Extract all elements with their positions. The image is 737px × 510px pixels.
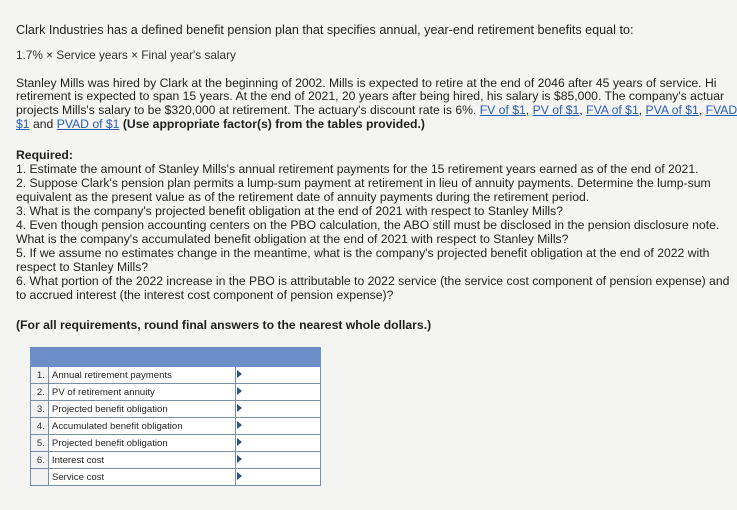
annual-payments-input[interactable] (235, 367, 320, 384)
service-cost-input[interactable] (235, 469, 320, 486)
table-row (31, 469, 321, 486)
row-label: Service cost (48, 469, 235, 486)
req-line-8: respect to Stanley Mills? (16, 260, 149, 274)
table-row (31, 367, 321, 384)
pbo-2021-input[interactable] (235, 401, 320, 418)
fva-of-1-link[interactable]: FVA of $1 (586, 103, 639, 117)
para-line-1: Stanley Mills was hired by Clark at the beginning of 2002. Mills is expected to retire at the end of 2046 after 45 years of service. Hi (16, 76, 717, 90)
req-line-4: 3. What is the company's projected benefit obligation at the end of 2021 with respect to Stanley Mills? (16, 204, 564, 218)
para-line-2: retirement is expected to span 15 years. At the end of 2021, 20 years after being hired, his salary is $85,000. The company's actuar (16, 89, 725, 103)
req-line-3: equivalent as the present value as of the retirement date of annuity payments during the retirement period. (16, 190, 590, 204)
req-line-2: 2. Suppose Clark's pension plan permits a lump-sum payment at retirement in lieu of annuity payments. Determine the lump-sum (16, 176, 711, 190)
required-title: Required: (16, 148, 73, 162)
benefit-formula: 1.7% × Service years × Final year's salary (16, 48, 236, 62)
req-line-7: 5. If we assume no estimates change in the meantime, what is the company's projected benefit obligation at the end of 2022 with (16, 246, 710, 260)
pbo-2022-input[interactable] (235, 435, 320, 452)
para-line-3-text: projects Mills's salary to be $320,000 at retirement. The actuary's discount rate is 6%. (16, 103, 477, 117)
row-label: Interest cost (48, 452, 235, 469)
row-number: 6. (31, 452, 49, 469)
input-arrow-icon (237, 472, 242, 480)
answer-table (30, 347, 321, 486)
fv-of-1-link[interactable]: FV of $1 (479, 103, 526, 117)
header-cell-label (31, 348, 236, 367)
row-number: 2. (31, 384, 49, 401)
fvad-link[interactable]: FVAD (705, 103, 737, 117)
table-row (31, 384, 321, 401)
row-number: 1. (31, 367, 49, 384)
table-row (31, 435, 321, 452)
row-number: 4. (31, 418, 49, 435)
problem-intro: Clark Industries has a defined benefit pension plan that specifies annual, year-end retirement benefits equal to: (16, 23, 634, 37)
req-line-6: What is the company's accumulated benefit obligation at the end of 2021 with respect to Stanley Mills? (16, 232, 569, 246)
row-number (31, 469, 49, 486)
input-arrow-icon (237, 438, 242, 446)
row-label: Projected benefit obligation (48, 401, 235, 418)
pv-of-1-link[interactable]: PV of $1 (532, 103, 580, 117)
header-cell-value (235, 348, 320, 367)
para-line-4 (16, 117, 425, 131)
input-arrow-icon (237, 421, 242, 429)
input-arrow-icon (237, 455, 242, 463)
req-line-1: 1. Estimate the amount of Stanley Mills's annual retirement payments for the 15 retirement years earned as of the end of 2021. (16, 162, 699, 176)
pvad-of-1-link[interactable]: PVAD of $1 (56, 117, 120, 131)
table-row (31, 452, 321, 469)
factor-instruction: (Use appropriate factor(s) from the tables provided.) (122, 117, 425, 131)
abo-input[interactable] (235, 418, 320, 435)
para-line-3: projects Mills's salary to be $320,000 at retirement. The actuary's discount rate is 6%. FV of $1, PV of $1, FVA of $1, PVA of $1, FVAD (16, 103, 737, 117)
pva-of-1-link[interactable]: PVA of $1 (645, 103, 699, 117)
row-number: 5. (31, 435, 49, 452)
table-row (31, 418, 321, 435)
rounding-note: (For all requirements, round final answers to the nearest whole dollars.) (16, 318, 432, 332)
table-row (31, 401, 321, 418)
row-label: PV of retirement annuity (48, 384, 235, 401)
fvad-of-1-link-cont[interactable]: $1 (16, 117, 30, 131)
input-arrow-icon (237, 370, 242, 378)
req-line-10: to accrued interest (the interest cost component of pension expense)? (16, 288, 394, 302)
interest-cost-input[interactable] (235, 452, 320, 469)
para-and: and (32, 117, 54, 131)
req-line-9: 6. What portion of the 2022 increase in the PBO is attributable to 2022 service (the service cost component of pension expense) and (16, 274, 730, 288)
row-label: Projected benefit obligation (48, 435, 235, 452)
row-label: Annual retirement payments (48, 367, 235, 384)
row-label: Accumulated benefit obligation (48, 418, 235, 435)
row-number: 3. (31, 401, 49, 418)
req-line-5: 4. Even though pension accounting centers on the PBO calculation, the ABO still must be disclosed in the pension disclosure note. (16, 218, 720, 232)
pv-annuity-input[interactable] (235, 384, 320, 401)
input-arrow-icon (237, 404, 242, 412)
input-arrow-icon (237, 387, 242, 395)
answer-table-header (31, 348, 321, 367)
